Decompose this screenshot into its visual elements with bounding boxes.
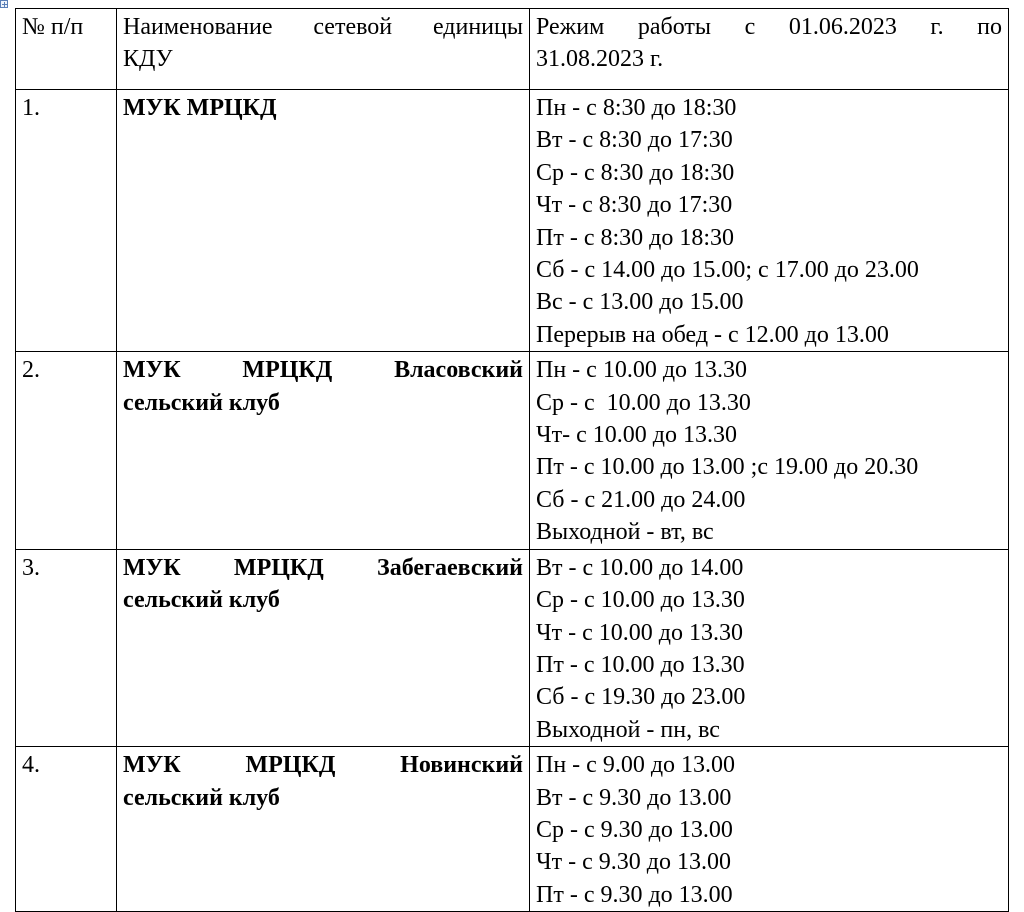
unit-name-cell — [117, 352, 530, 549]
unit-name-line1: МУК МРЦКД Новинский — [123, 752, 523, 779]
table-header-row — [16, 9, 1009, 90]
row-number-cell — [16, 549, 117, 746]
header-name-label-line2: КДУ — [123, 46, 173, 73]
table-row — [16, 352, 1009, 549]
schedule-line: Чт - с 8:30 до 17:30 — [536, 192, 733, 219]
header-num-label: № п/п — [22, 14, 84, 40]
row-number: 1. — [22, 95, 40, 121]
schedule-line: Ср - с 10.00 до 13.30 — [536, 587, 745, 614]
table-row — [16, 747, 1009, 912]
schedule-cell — [530, 747, 1009, 912]
schedule-line: Пн - с 9.00 до 13.00 — [536, 752, 736, 779]
schedule-line: Вт - с 8:30 до 17:30 — [536, 127, 733, 154]
table-row — [16, 90, 1009, 352]
schedule-line: Пн - с 10.00 до 13.30 — [536, 357, 748, 384]
schedule-table — [15, 8, 1009, 912]
unit-name-cell — [117, 747, 530, 912]
table-move-handle-icon[interactable] — [0, 0, 8, 8]
row-number: 3. — [22, 554, 40, 581]
row-number-cell — [16, 747, 117, 912]
schedule-line: Чт - с 10.00 до 13.30 — [536, 619, 743, 646]
schedule-line: Ср - с 9.30 до 13.00 — [536, 816, 733, 843]
schedule-cell — [530, 352, 1009, 549]
schedule-line: Вт - с 10.00 до 14.00 — [536, 554, 744, 581]
row-number-cell — [16, 352, 117, 549]
schedule-cell — [530, 90, 1009, 352]
header-name-label-line1: Наименование сетевой единицы — [123, 14, 523, 40]
schedule-line: Пт - с 9.30 до 13.00 — [536, 881, 733, 908]
row-number-cell — [16, 90, 117, 352]
schedule-line: Сб - с 14.00 до 15.00; с 17.00 до 23.00 — [536, 257, 919, 284]
unit-name-line1: МУК МРЦКД Забегаевский — [123, 554, 523, 581]
header-num-cell — [16, 9, 117, 90]
unit-name-line2: сельский клуб — [123, 587, 280, 614]
header-name-cell — [117, 9, 530, 90]
schedule-line: Вт - с 9.30 до 13.00 — [536, 784, 732, 811]
schedule-line: Выходной - пн, вс — [536, 716, 720, 743]
schedule-line: Пт - с 10.00 до 13.30 — [536, 651, 745, 678]
schedule-line: Пт - с 10.00 до 13.00 ;с 19.00 до 20.30 — [536, 454, 919, 481]
header-mode-label-line2: 31.08.2023 г. — [536, 46, 664, 73]
schedule-line: Сб - с 21.00 до 24.00 — [536, 486, 746, 513]
row-number: 4. — [22, 752, 40, 779]
schedule-line: Пн - с 8:30 до 18:30 — [536, 95, 737, 121]
row-number: 2. — [22, 357, 40, 384]
unit-name-line1: МУК МРЦКД — [123, 95, 277, 121]
unit-name-cell — [117, 90, 530, 352]
schedule-line: Перерыв на обед - с 12.00 до 13.00 — [536, 321, 889, 348]
schedule-line: Пт - с 8:30 до 18:30 — [536, 224, 735, 251]
schedule-line: Чт - с 9.30 до 13.00 — [536, 849, 731, 876]
table-row — [16, 549, 1009, 746]
schedule-line: Выходной - вт, вс — [536, 519, 714, 546]
unit-name-line2: сельский клуб — [123, 389, 280, 416]
header-mode-label-line1: Режим работы с 01.06.2023 г. по — [536, 14, 1002, 40]
schedule-cell — [530, 549, 1009, 746]
schedule-line: Ср - с 10.00 до 13.30 — [536, 389, 751, 416]
schedule-line: Сб - с 19.30 до 23.00 — [536, 684, 746, 711]
unit-name-line2: сельский клуб — [123, 784, 280, 811]
schedule-line: Чт- с 10.00 до 13.30 — [536, 422, 737, 449]
unit-name-line1: МУК МРЦКД Власовский — [123, 357, 523, 384]
header-mode-cell — [530, 9, 1009, 90]
unit-name-cell — [117, 549, 530, 746]
schedule-line: Вс - с 13.00 до 15.00 — [536, 289, 744, 316]
schedule-line: Ср - с 8:30 до 18:30 — [536, 159, 735, 186]
